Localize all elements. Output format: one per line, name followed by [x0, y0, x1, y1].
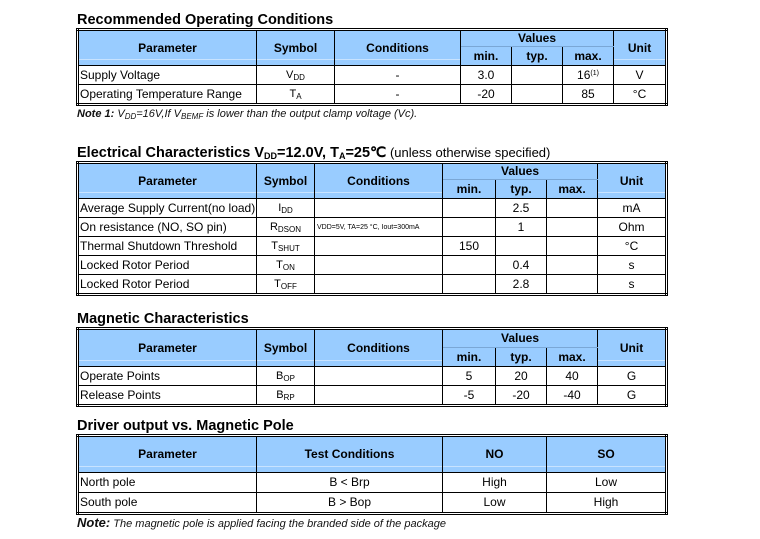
typ-cell: 20: [496, 367, 547, 386]
conditions-cell: VDD=5V, TA=25 °C, Iout=300mA: [315, 218, 443, 237]
min-cell: 150: [443, 237, 496, 256]
test-conditions-cell: B < Brp: [257, 473, 443, 493]
param-cell: Average Supply Current(no load): [78, 199, 257, 218]
max-cell: 16$^{(1)}$: [563, 66, 614, 85]
param-cell: Operating Temperature Range: [78, 85, 257, 105]
typ-cell: 2.8: [496, 275, 547, 295]
symbol-cell: $T_{ON}$: [257, 256, 315, 275]
conditions-cell: [315, 275, 443, 295]
header-parameter: Parameter: [78, 163, 257, 199]
header-so: SO: [547, 436, 667, 473]
max-cell: [547, 275, 598, 295]
header-typ: typ.: [512, 47, 563, 66]
unit-cell: G: [598, 367, 667, 386]
symbol-cell: $I_{DD}$: [257, 199, 315, 218]
no-cell: Low: [443, 493, 547, 514]
header-symbol: Symbol: [257, 30, 335, 66]
header-unit: Unit: [598, 163, 667, 199]
header-conditions: Conditions: [315, 329, 443, 367]
header-symbol: Symbol: [257, 329, 315, 367]
recommended-title: Recommended Operating Conditions: [77, 12, 334, 28]
max-cell: [547, 199, 598, 218]
magnetic-title: Magnetic Characteristics: [77, 311, 249, 327]
max-cell: [547, 218, 598, 237]
no-cell: High: [443, 473, 547, 493]
conditions-cell: -: [335, 66, 461, 85]
conditions-cell: [315, 386, 443, 406]
magnetic-table: [76, 327, 668, 407]
param-cell: Operate Points: [78, 367, 257, 386]
header-values: Values: [461, 30, 614, 47]
so-cell: Low: [547, 473, 667, 493]
table-row: [78, 275, 667, 295]
electrical-table: [76, 161, 668, 296]
min-cell: [443, 199, 496, 218]
param-cell: North pole: [78, 473, 257, 493]
param-cell: Locked Rotor Period: [78, 256, 257, 275]
header-max: max.: [547, 348, 598, 367]
table-row: [78, 199, 667, 218]
table-row: [78, 66, 667, 85]
typ-cell: 0.4: [496, 256, 547, 275]
so-cell: High: [547, 493, 667, 514]
unit-cell: s: [598, 275, 667, 295]
header-min: min.: [443, 180, 496, 199]
conditions-cell: [315, 256, 443, 275]
header-row: [78, 436, 667, 473]
table-row: [78, 237, 667, 256]
param-cell: Release Points: [78, 386, 257, 406]
symbol-cell: $B_{OP}$: [257, 367, 315, 386]
param-cell: Supply Voltage: [78, 66, 257, 85]
unit-cell: G: [598, 386, 667, 406]
table-row: [78, 367, 667, 386]
param-cell: Thermal Shutdown Threshold: [78, 237, 257, 256]
header-unit: Unit: [614, 30, 667, 66]
min-cell: -5: [443, 386, 496, 406]
recommended-note: Note 1: $V_{DD}=16V,If$ $V_{BEMF}$ is lower than the output clamp voltage (Vc).: [77, 108, 418, 121]
header-no: NO: [443, 436, 547, 473]
typ-cell: 1: [496, 218, 547, 237]
table-row: [78, 218, 667, 237]
param-cell: Locked Rotor Period: [78, 275, 257, 295]
header-typ: typ.: [496, 180, 547, 199]
footnote-ref: (1): [590, 69, 599, 77]
symbol-cell: $V_{DD}$: [257, 66, 335, 85]
header-max: max.: [563, 47, 614, 66]
typ-cell: [512, 66, 563, 85]
unit-cell: mA: [598, 199, 667, 218]
param-cell: South pole: [78, 493, 257, 514]
max-cell: [547, 237, 598, 256]
min-cell: [443, 275, 496, 295]
conditions-cell: [315, 367, 443, 386]
conditions-cell: [315, 199, 443, 218]
driver-title: Driver output vs. Magnetic Pole: [77, 418, 294, 434]
unit-cell: Ohm: [598, 218, 667, 237]
max-cell: 85: [563, 85, 614, 105]
typ-cell: [496, 237, 547, 256]
driver-note: Note: The magnetic pole is applied facing the branded side of the package: [77, 515, 446, 530]
unit-cell: s: [598, 256, 667, 275]
header-parameter: Parameter: [78, 329, 257, 367]
header-min: min.: [443, 348, 496, 367]
table-row: [78, 256, 667, 275]
unit-cell: °C: [598, 237, 667, 256]
param-cell: On resistance (NO, SO pin): [78, 218, 257, 237]
symbol-cell: $R_{DSON}$: [257, 218, 315, 237]
header-values: Values: [443, 163, 598, 180]
header-typ: typ.: [496, 348, 547, 367]
header-min: min.: [461, 47, 512, 66]
header-test-conditions: Test Conditions: [257, 436, 443, 473]
min-cell: -20: [461, 85, 512, 105]
typ-cell: 2.5: [496, 199, 547, 218]
header-row: [78, 163, 667, 180]
header-parameter: Parameter: [78, 30, 257, 66]
min-cell: 5: [443, 367, 496, 386]
typ-cell: [512, 85, 563, 105]
header-unit: Unit: [598, 329, 667, 367]
max-cell: -40: [547, 386, 598, 406]
header-conditions: Conditions: [335, 30, 461, 66]
unit-cell: V: [614, 66, 667, 85]
header-parameter: Parameter: [78, 436, 257, 473]
table-row: [78, 85, 667, 105]
header-max: max.: [547, 180, 598, 199]
table-row: [78, 493, 667, 514]
header-symbol: Symbol: [257, 163, 315, 199]
symbol-cell: $B_{RP}$: [257, 386, 315, 406]
conditions-cell: -: [335, 85, 461, 105]
table-row: [78, 473, 667, 493]
symbol-cell: $T_{SHUT}$: [257, 237, 315, 256]
unit-cell: °C: [614, 85, 667, 105]
header-row: [78, 329, 667, 348]
header-conditions: Conditions: [315, 163, 443, 199]
table-row: [78, 386, 667, 406]
max-cell: [547, 256, 598, 275]
typ-cell: -20: [496, 386, 547, 406]
max-cell: 40: [547, 367, 598, 386]
driver-table: [76, 434, 668, 515]
recommended-table: [76, 28, 668, 106]
header-row: [78, 30, 667, 47]
test-conditions-cell: B > Bop: [257, 493, 443, 514]
min-cell: [443, 218, 496, 237]
header-values: Values: [443, 329, 598, 348]
min-cell: [443, 256, 496, 275]
conditions-cell: [315, 237, 443, 256]
electrical-title: Electrical Characteristics $V_{DD}=12.0V$, $T_A=25℃$ (unless otherwise specified): [77, 145, 551, 161]
symbol-cell: $T_A$: [257, 85, 335, 105]
symbol-cell: $T_{OFF}$: [257, 275, 315, 295]
min-cell: 3.0: [461, 66, 512, 85]
